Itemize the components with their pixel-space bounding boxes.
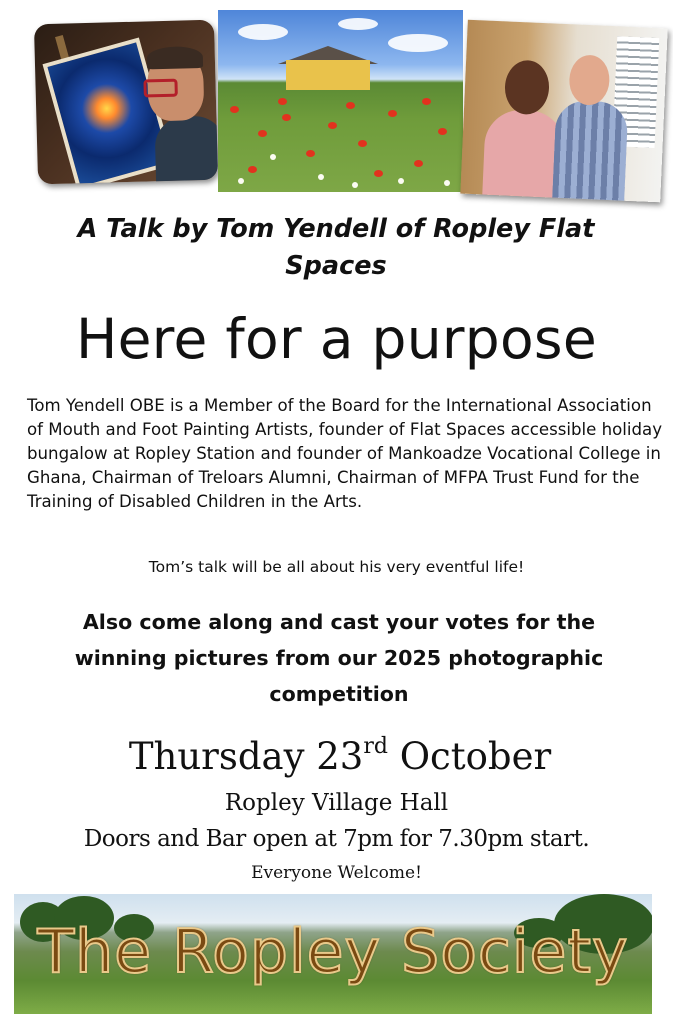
painter-glasses xyxy=(143,79,177,98)
poppy xyxy=(230,106,239,113)
headline: Here for a purpose xyxy=(75,307,598,371)
cloud xyxy=(338,18,378,30)
poppy xyxy=(374,170,383,177)
poppy xyxy=(282,114,291,121)
poppy xyxy=(278,98,287,105)
daisy xyxy=(318,174,324,180)
cloud xyxy=(238,24,288,40)
poppy xyxy=(328,122,337,129)
photo-painter-at-easel xyxy=(34,20,218,185)
daisy xyxy=(270,154,276,160)
cloud xyxy=(388,34,448,52)
speaker-bio: Tom Yendell OBE is a Member of the Board for the International Association of Mouth and Foot Painting Artists, founder of Flat Spaces accessible holiday bungalow at Ropley Station and founder of Mankoadze Vocational College in Ghana, Chairman of Treloars Alumni, Chairman of MFPA Trust Fund for the Training of Disabled Children in the Arts. xyxy=(27,396,663,511)
photo-competition-notice: Also come along and cast your votes for the winning pictures from our 2025 photographic competition xyxy=(74,610,604,706)
photo-two-people-waving xyxy=(460,20,667,203)
poppy xyxy=(306,150,315,157)
poppy xyxy=(346,102,355,109)
event-doors-time: Doors and Bar open at 7pm for 7.30pm start. xyxy=(83,826,590,852)
bio-tagline: Tom’s talk will be all about his very eventful life! xyxy=(148,558,525,576)
poppy xyxy=(422,98,431,105)
daisy xyxy=(398,178,404,184)
talk-title: A Talk by Tom Yendell of Ropley Flat Spaces xyxy=(77,214,595,281)
event-date-ordinal: rd xyxy=(363,734,388,759)
event-date-day: Thursday 23 xyxy=(128,735,364,778)
event-venue: Ropley Village Hall xyxy=(224,790,449,816)
person-head xyxy=(568,54,610,106)
person-checked-shirt xyxy=(552,100,628,203)
poppy xyxy=(438,128,447,135)
poppy xyxy=(248,166,257,173)
ropley-society-logo-text: The Ropley Society xyxy=(37,917,629,987)
daisy xyxy=(444,180,450,186)
poppy xyxy=(388,110,397,117)
person-head xyxy=(504,59,550,115)
daisy xyxy=(352,182,358,188)
bungalow xyxy=(286,60,370,90)
photo-poppy-field-bungalow xyxy=(218,10,463,192)
painter-hair xyxy=(147,46,204,69)
event-welcome: Everyone Welcome! xyxy=(251,863,422,883)
event-date xyxy=(40,734,640,780)
painter-shirt xyxy=(154,115,218,184)
poppy xyxy=(414,160,423,167)
ropley-society-banner xyxy=(14,894,652,1014)
poppy xyxy=(258,130,267,137)
event-date-month: October xyxy=(387,735,552,778)
daisy xyxy=(238,178,244,184)
poppy xyxy=(358,140,367,147)
